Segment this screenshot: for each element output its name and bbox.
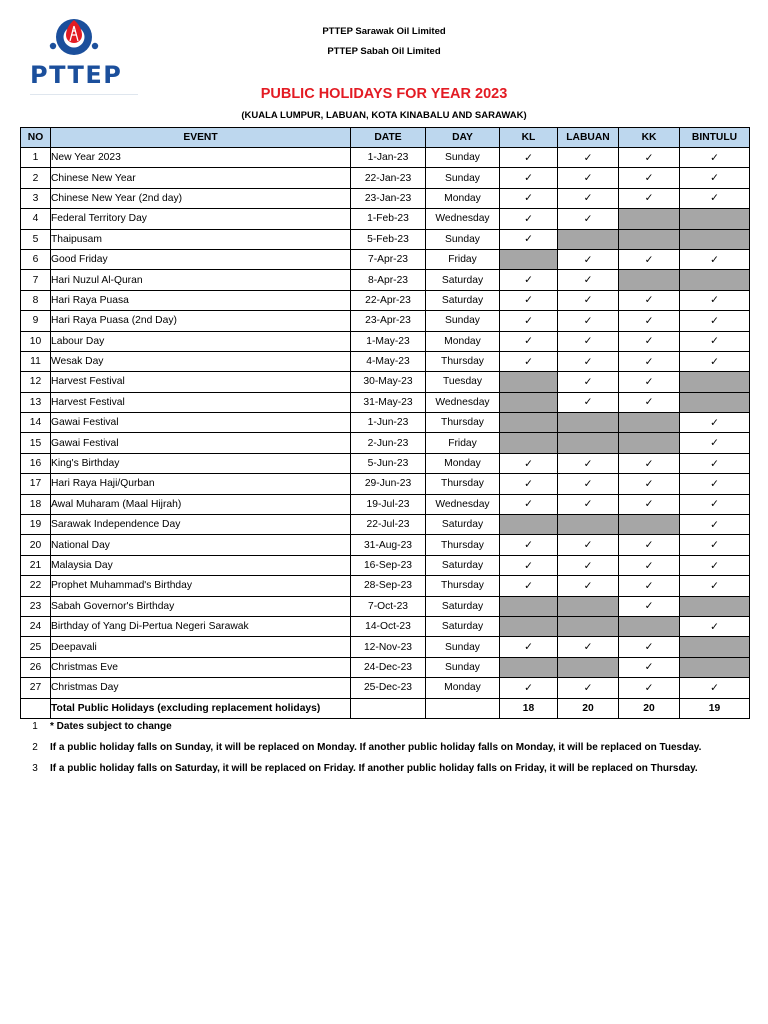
- col-header-kk: KK: [619, 128, 680, 148]
- event-date: 5-Jun-23: [351, 453, 426, 473]
- event-name: Malaysia Day: [51, 555, 351, 575]
- not-applicable-kl: [500, 616, 558, 636]
- event-name: Hari Raya Puasa: [51, 290, 351, 310]
- check-kk: ✓: [619, 453, 680, 473]
- event-day: Sunday: [426, 229, 500, 249]
- not-applicable-labuan: [558, 515, 619, 535]
- logo-text: PTTEP: [30, 61, 123, 89]
- col-header-bintulu: BINTULU: [680, 128, 750, 148]
- event-date: 31-Aug-23: [351, 535, 426, 555]
- table-row: [21, 596, 750, 616]
- event-name: Awal Muharam (Maal Hijrah): [51, 494, 351, 514]
- event-day: Saturday: [426, 555, 500, 575]
- check-labuan: ✓: [558, 535, 619, 555]
- event-name: Sabah Governor's Birthday: [51, 596, 351, 616]
- not-applicable-kl: [500, 657, 558, 677]
- check-labuan: ✓: [558, 678, 619, 698]
- row-number: 11: [21, 351, 51, 371]
- check-kl: ✓: [500, 576, 558, 596]
- event-day: Thursday: [426, 535, 500, 555]
- not-applicable-kl: [500, 392, 558, 412]
- check-kk: ✓: [619, 392, 680, 412]
- table-row: [21, 249, 750, 269]
- check-labuan: ✓: [558, 637, 619, 657]
- check-kl: ✓: [500, 555, 558, 575]
- not-applicable-kl: [500, 515, 558, 535]
- footnote-text: If a public holiday falls on Saturday, it will be replaced on Friday. If another public holiday falls on Friday, it will be replaced on Thursday.: [50, 763, 698, 774]
- check-bintulu: ✓: [680, 168, 750, 188]
- check-kk: ✓: [619, 331, 680, 351]
- not-applicable-labuan: [558, 433, 619, 453]
- event-name: Birthday of Yang Di-Pertua Negeri Sarawak: [51, 616, 351, 636]
- event-day: Tuesday: [426, 372, 500, 392]
- event-day: Saturday: [426, 596, 500, 616]
- event-name: Wesak Day: [51, 351, 351, 371]
- check-kk: ✓: [619, 637, 680, 657]
- check-bintulu: ✓: [680, 616, 750, 636]
- event-name: Christmas Eve: [51, 657, 351, 677]
- check-kk: ✓: [619, 290, 680, 310]
- check-labuan: ✓: [558, 188, 619, 208]
- not-applicable-bintulu: [680, 229, 750, 249]
- event-date: 29-Jun-23: [351, 474, 426, 494]
- table-row: [21, 331, 750, 351]
- not-applicable-labuan: [558, 596, 619, 616]
- row-number: 21: [21, 555, 51, 575]
- footnote-number: 2: [32, 741, 38, 753]
- event-day: Sunday: [426, 168, 500, 188]
- footnote: [20, 719, 750, 733]
- check-bintulu: ✓: [680, 678, 750, 698]
- footnote: [20, 733, 750, 761]
- check-kl: ✓: [500, 188, 558, 208]
- footnotes: [20, 719, 750, 776]
- not-applicable-kk: [619, 515, 680, 535]
- check-kl: ✓: [500, 453, 558, 473]
- not-applicable-kk: [619, 413, 680, 433]
- event-day: Wednesday: [426, 392, 500, 412]
- not-applicable-kl: [500, 372, 558, 392]
- table-row: [21, 616, 750, 636]
- event-date: 7-Apr-23: [351, 249, 426, 269]
- total-kk: 20: [619, 698, 680, 718]
- check-labuan: ✓: [558, 290, 619, 310]
- check-kk: ✓: [619, 494, 680, 514]
- check-kk: ✓: [619, 372, 680, 392]
- event-name: Deepavali: [51, 637, 351, 657]
- check-kk: ✓: [619, 576, 680, 596]
- row-number: 26: [21, 657, 51, 677]
- row-number: 23: [21, 596, 51, 616]
- event-date: 1-Feb-23: [351, 209, 426, 229]
- check-kl: ✓: [500, 535, 558, 555]
- check-kl: ✓: [500, 351, 558, 371]
- event-day: Thursday: [426, 351, 500, 371]
- col-header-labuan: LABUAN: [558, 128, 619, 148]
- event-date: 5-Feb-23: [351, 229, 426, 249]
- not-applicable-labuan: [558, 616, 619, 636]
- not-applicable-bintulu: [680, 657, 750, 677]
- total-no-cell: [21, 698, 51, 718]
- check-bintulu: ✓: [680, 188, 750, 208]
- check-kl: ✓: [500, 678, 558, 698]
- event-name: Hari Raya Puasa (2nd Day): [51, 311, 351, 331]
- check-labuan: ✓: [558, 474, 619, 494]
- event-date: 7-Oct-23: [351, 596, 426, 616]
- not-applicable-kk: [619, 209, 680, 229]
- table-row: [21, 474, 750, 494]
- row-number: 8: [21, 290, 51, 310]
- check-kk: ✓: [619, 596, 680, 616]
- event-date: 23-Jan-23: [351, 188, 426, 208]
- event-date: 4-May-23: [351, 351, 426, 371]
- not-applicable-bintulu: [680, 372, 750, 392]
- table-row: [21, 576, 750, 596]
- check-labuan: ✓: [558, 311, 619, 331]
- check-labuan: ✓: [558, 148, 619, 168]
- event-name: Gawai Festival: [51, 413, 351, 433]
- total-kl: 18: [500, 698, 558, 718]
- check-bintulu: ✓: [680, 331, 750, 351]
- table-row: [21, 290, 750, 310]
- event-name: Good Friday: [51, 249, 351, 269]
- not-applicable-labuan: [558, 229, 619, 249]
- total-day-cell: [426, 698, 500, 718]
- check-bintulu: ✓: [680, 535, 750, 555]
- check-kk: ✓: [619, 311, 680, 331]
- event-date: 1-Jun-23: [351, 413, 426, 433]
- event-name: Christmas Day: [51, 678, 351, 698]
- col-header-kl: KL: [500, 128, 558, 148]
- row-number: 3: [21, 188, 51, 208]
- company-name-sabah: PTTEP Sabah Oil Limited: [327, 46, 441, 57]
- check-bintulu: ✓: [680, 453, 750, 473]
- event-name: Chinese New Year: [51, 168, 351, 188]
- event-date: 1-Jan-23: [351, 148, 426, 168]
- total-bintulu: 19: [680, 698, 750, 718]
- check-labuan: ✓: [558, 555, 619, 575]
- not-applicable-kk: [619, 270, 680, 290]
- event-date: 1-May-23: [351, 331, 426, 351]
- table-row: [21, 168, 750, 188]
- not-applicable-kk: [619, 229, 680, 249]
- event-name: New Year 2023: [51, 148, 351, 168]
- check-kk: ✓: [619, 474, 680, 494]
- row-number: 25: [21, 637, 51, 657]
- event-day: Saturday: [426, 515, 500, 535]
- not-applicable-bintulu: [680, 270, 750, 290]
- row-number: 24: [21, 616, 51, 636]
- event-date: 8-Apr-23: [351, 270, 426, 290]
- check-labuan: ✓: [558, 249, 619, 269]
- total-label: Total Public Holidays (excluding replacement holidays): [51, 698, 351, 718]
- event-day: Friday: [426, 249, 500, 269]
- check-labuan: ✓: [558, 392, 619, 412]
- row-number: 17: [21, 474, 51, 494]
- event-day: Monday: [426, 453, 500, 473]
- event-day: Monday: [426, 331, 500, 351]
- check-kl: ✓: [500, 637, 558, 657]
- check-labuan: ✓: [558, 494, 619, 514]
- event-name: Chinese New Year (2nd day): [51, 188, 351, 208]
- event-day: Thursday: [426, 576, 500, 596]
- event-name: Federal Territory Day: [51, 209, 351, 229]
- row-number: 19: [21, 515, 51, 535]
- row-number: 12: [21, 372, 51, 392]
- total-row: [21, 698, 750, 718]
- table-row: [21, 413, 750, 433]
- row-number: 18: [21, 494, 51, 514]
- check-kk: ✓: [619, 351, 680, 371]
- row-number: 4: [21, 209, 51, 229]
- check-kk: ✓: [619, 555, 680, 575]
- check-kl: ✓: [500, 229, 558, 249]
- table-row: [21, 515, 750, 535]
- row-number: 7: [21, 270, 51, 290]
- not-applicable-kk: [619, 433, 680, 453]
- event-name: Prophet Muhammad's Birthday: [51, 576, 351, 596]
- check-labuan: ✓: [558, 168, 619, 188]
- check-kk: ✓: [619, 168, 680, 188]
- col-header-no: NO: [21, 128, 51, 148]
- check-kl: ✓: [500, 290, 558, 310]
- event-day: Thursday: [426, 474, 500, 494]
- not-applicable-labuan: [558, 413, 619, 433]
- table-row: [21, 657, 750, 677]
- event-date: 2-Jun-23: [351, 433, 426, 453]
- check-bintulu: ✓: [680, 351, 750, 371]
- event-name: Thaipusam: [51, 229, 351, 249]
- event-day: Saturday: [426, 290, 500, 310]
- event-day: Saturday: [426, 270, 500, 290]
- check-kk: ✓: [619, 148, 680, 168]
- event-day: Monday: [426, 188, 500, 208]
- table-row: [21, 678, 750, 698]
- event-name: National Day: [51, 535, 351, 555]
- table-row: [21, 453, 750, 473]
- not-applicable-kl: [500, 413, 558, 433]
- table-row: [21, 311, 750, 331]
- event-day: Sunday: [426, 311, 500, 331]
- event-day: Wednesday: [426, 494, 500, 514]
- event-name: Sarawak Independence Day: [51, 515, 351, 535]
- check-bintulu: ✓: [680, 576, 750, 596]
- event-name: Harvest Festival: [51, 392, 351, 412]
- table-row: [21, 392, 750, 412]
- event-date: 24-Dec-23: [351, 657, 426, 677]
- event-name: Hari Nuzul Al-Quran: [51, 270, 351, 290]
- check-bintulu: ✓: [680, 515, 750, 535]
- check-kk: ✓: [619, 535, 680, 555]
- row-number: 6: [21, 249, 51, 269]
- table-row: [21, 433, 750, 453]
- event-name: Labour Day: [51, 331, 351, 351]
- event-date: 14-Oct-23: [351, 616, 426, 636]
- company-name-sarawak: PTTEP Sarawak Oil Limited: [322, 26, 446, 37]
- footnote-text: * Dates subject to change: [50, 720, 172, 732]
- event-day: Thursday: [426, 413, 500, 433]
- table-row: [21, 637, 750, 657]
- row-number: 27: [21, 678, 51, 698]
- event-day: Wednesday: [426, 209, 500, 229]
- event-date: 16-Sep-23: [351, 555, 426, 575]
- page-subtitle: (KUALA LUMPUR, LABUAN, KOTA KINABALU AND SARAWAK): [241, 110, 527, 121]
- not-applicable-labuan: [558, 657, 619, 677]
- row-number: 5: [21, 229, 51, 249]
- not-applicable-bintulu: [680, 596, 750, 616]
- event-date: 19-Jul-23: [351, 494, 426, 514]
- holiday-rows: [21, 148, 750, 699]
- row-number: 15: [21, 433, 51, 453]
- row-number: 9: [21, 311, 51, 331]
- check-kl: ✓: [500, 270, 558, 290]
- event-date: 31-May-23: [351, 392, 426, 412]
- check-bintulu: ✓: [680, 148, 750, 168]
- check-bintulu: ✓: [680, 290, 750, 310]
- check-kk: ✓: [619, 188, 680, 208]
- event-date: 25-Dec-23: [351, 678, 426, 698]
- check-labuan: ✓: [558, 453, 619, 473]
- check-labuan: ✓: [558, 270, 619, 290]
- not-applicable-bintulu: [680, 637, 750, 657]
- row-number: 14: [21, 413, 51, 433]
- check-bintulu: ✓: [680, 413, 750, 433]
- check-bintulu: ✓: [680, 555, 750, 575]
- event-date: 28-Sep-23: [351, 576, 426, 596]
- row-number: 1: [21, 148, 51, 168]
- table-row: [21, 148, 750, 168]
- check-bintulu: ✓: [680, 433, 750, 453]
- not-applicable-kk: [619, 616, 680, 636]
- row-number: 13: [21, 392, 51, 412]
- holiday-table: [20, 127, 750, 719]
- not-applicable-kl: [500, 249, 558, 269]
- check-kl: ✓: [500, 331, 558, 351]
- row-number: 16: [21, 453, 51, 473]
- check-bintulu: ✓: [680, 474, 750, 494]
- event-day: Sunday: [426, 148, 500, 168]
- event-date: 12-Nov-23: [351, 637, 426, 657]
- event-day: Saturday: [426, 616, 500, 636]
- event-day: Friday: [426, 433, 500, 453]
- check-labuan: ✓: [558, 576, 619, 596]
- event-date: 22-Jan-23: [351, 168, 426, 188]
- check-kl: ✓: [500, 209, 558, 229]
- check-kl: ✓: [500, 494, 558, 514]
- table-row: [21, 351, 750, 371]
- footnote-number: 1: [32, 720, 38, 732]
- row-number: 22: [21, 576, 51, 596]
- col-header-date: DATE: [351, 128, 426, 148]
- check-bintulu: ✓: [680, 494, 750, 514]
- col-header-event: EVENT: [51, 128, 351, 148]
- event-day: Monday: [426, 678, 500, 698]
- event-name: Hari Raya Haji/Qurban: [51, 474, 351, 494]
- event-name: King's Birthday: [51, 453, 351, 473]
- footnote-number: 3: [32, 763, 38, 774]
- check-kl: ✓: [500, 168, 558, 188]
- footnote: [20, 761, 750, 776]
- table-row: [21, 535, 750, 555]
- not-applicable-kl: [500, 596, 558, 616]
- total-labuan: 20: [558, 698, 619, 718]
- event-day: Sunday: [426, 637, 500, 657]
- not-applicable-bintulu: [680, 392, 750, 412]
- table-row: [21, 229, 750, 249]
- table-row: [21, 372, 750, 392]
- check-bintulu: ✓: [680, 311, 750, 331]
- event-name: Harvest Festival: [51, 372, 351, 392]
- check-labuan: ✓: [558, 351, 619, 371]
- row-number: 10: [21, 331, 51, 351]
- check-kk: ✓: [619, 678, 680, 698]
- col-header-day: DAY: [426, 128, 500, 148]
- event-date: 22-Apr-23: [351, 290, 426, 310]
- check-bintulu: ✓: [680, 249, 750, 269]
- check-kl: ✓: [500, 311, 558, 331]
- event-date: 30-May-23: [351, 372, 426, 392]
- check-labuan: ✓: [558, 331, 619, 351]
- table-row: [21, 494, 750, 514]
- not-applicable-kl: [500, 433, 558, 453]
- check-labuan: ✓: [558, 372, 619, 392]
- table-row: [21, 555, 750, 575]
- event-name: Gawai Festival: [51, 433, 351, 453]
- check-kl: ✓: [500, 148, 558, 168]
- row-number: 2: [21, 168, 51, 188]
- check-kk: ✓: [619, 249, 680, 269]
- table-row: [21, 188, 750, 208]
- table-header-row: [21, 128, 750, 148]
- event-day: Sunday: [426, 657, 500, 677]
- check-kl: ✓: [500, 474, 558, 494]
- page-title: PUBLIC HOLIDAYS FOR YEAR 2023: [260, 86, 508, 102]
- footnote-text: If a public holiday falls on Sunday, it will be replaced on Monday. If another public holiday falls on Monday, it will be replaced on Tuesday.: [50, 741, 702, 753]
- row-number: 20: [21, 535, 51, 555]
- check-kk: ✓: [619, 657, 680, 677]
- event-date: 23-Apr-23: [351, 311, 426, 331]
- check-labuan: ✓: [558, 209, 619, 229]
- not-applicable-bintulu: [680, 209, 750, 229]
- table-row: [21, 270, 750, 290]
- event-date: 22-Jul-23: [351, 515, 426, 535]
- table-row: [21, 209, 750, 229]
- total-date-cell: [351, 698, 426, 718]
